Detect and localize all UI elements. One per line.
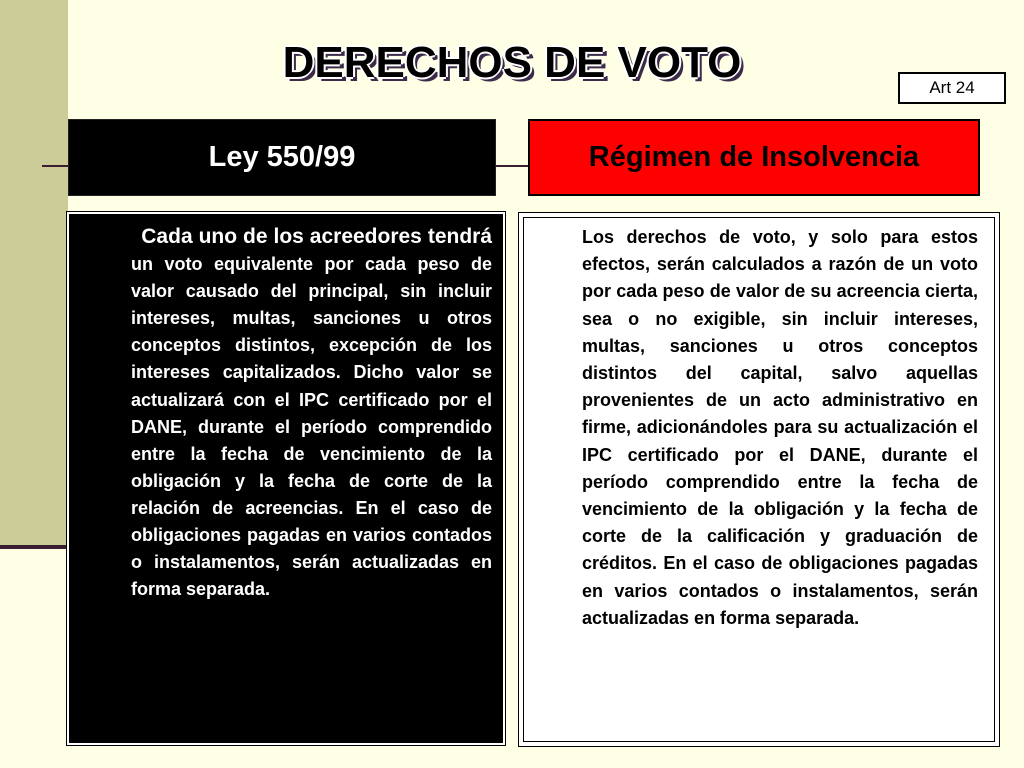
article-callout [898, 72, 1006, 104]
right-header-box [528, 119, 980, 196]
left-header-label: Ley 550/99 [208, 141, 356, 173]
right-panel-text [582, 224, 978, 632]
article-callout-label: Art 24 [929, 78, 975, 97]
left-panel-text [131, 223, 492, 603]
left-header-box [68, 119, 496, 196]
right-header-label: Régimen de Insolvencia [588, 141, 920, 173]
middle-header-connector [496, 165, 528, 167]
side-accent-line [0, 545, 68, 549]
left-header-connector [42, 165, 68, 167]
left-panel-body: un voto equivalente por cada peso de valor causado del principal, sin incluir intereses, multas, sanciones u otros conceptos distintos, excepción de los intereses capitalizados. Dicho valor se actualizará con el IPC certificado por el DANE, durante el período comprendido entre la fecha de vencimiento de la obligación y la fecha de corte de la relación de acreencias. En el caso de obligaciones pagadas en varios contados o instalamentos, serán actualizadas en forma separada. [131, 254, 492, 600]
left-panel-lead: Cada uno de los acreedores tendrá [141, 225, 492, 248]
slide-title: DERECHOS DE VOTO [282, 38, 742, 87]
right-panel-body: Los derechos de voto, y solo para estos efectos, serán calculados a razón de un voto por cada peso de valor de su acreencia cierta, sea o no exigible, sin incluir intereses, multas, sanciones u otros conceptos distintos del capital, salvo aquellas provenientes de un acto administrativo en firme, adicionándoles para su actualización el IPC certificado por el DANE, durante el período comprendido entre la fecha de vencimiento de la obligación y la fecha de corte de la calificación y graduación de créditos. En el caso de obligaciones pagadas en varios contados o instalamentos, serán actualizadas en forma separada. [582, 227, 978, 628]
